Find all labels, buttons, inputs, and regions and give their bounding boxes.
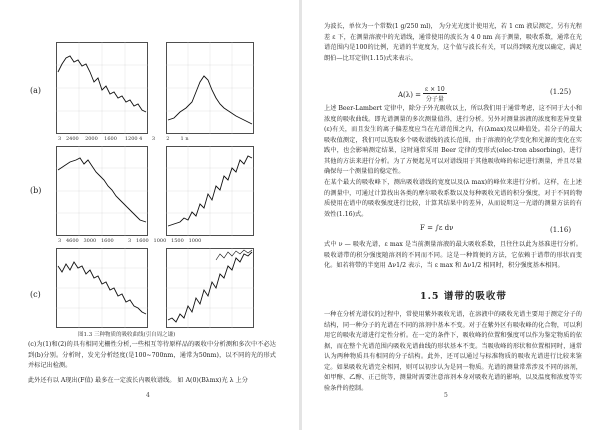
section-heading: 1.5 谱带的吸收带 bbox=[420, 291, 507, 302]
tick-label: 3 bbox=[128, 238, 132, 244]
spectrum-plot-a-left-svg bbox=[56, 42, 148, 134]
spectrum-plot-c-left-svg bbox=[56, 248, 148, 328]
tick-label: 1000 bbox=[153, 238, 167, 244]
tick-label: 2 bbox=[166, 136, 170, 142]
equation-body: F = ∫ε dν bbox=[420, 224, 454, 232]
equation-number: (1.25) bbox=[550, 88, 572, 96]
tick-label: 3 bbox=[58, 136, 62, 142]
equation-fraction bbox=[423, 86, 447, 103]
spectrum-plot-b-right bbox=[166, 146, 254, 236]
equation-1 bbox=[398, 86, 449, 103]
paragraph: 一种在分析光谱仪的过程中，常使用紫外吸收光谱，在溶液中的吸收光谱主要用于测定分子的结构，同一种分子的光谱在不同的溶剂中基本不变。对于在紫外区有吸收峰的化合物，可以利用它的吸收光谱进行定性分析。在一定的条件下，吸收峰的位置和强度可以作为鉴定物质的依据，而在整个光谱范围内吸收光谱曲线的形状基本不变。当吸收峰的形状和位置相同时，通常认为两种物质具有相同的分子结构。此外，还可以通过与标准物质的吸收光谱进行比较来鉴定。如果吸收光谱完全相同，则可以初步认为是同一物质。光谱的测量常常涉及不同的溶剂，如甲醇、乙醇、正己烷等，测量时需要注意溶剂本身对吸收光谱的影响，以及温度和浓度等实验条件的控制。 bbox=[324, 311, 582, 392]
paragraph: (c)为(1)和(2)的具有相同光栅性分析,一些相互等待原样品的吸收中分析测和多次中不必达到(b)分别。分析时，发光分析经度(是100~700nm，通常为50nm)，以不同的光的形式并标记出检测。 bbox=[28, 341, 276, 369]
row-label-b: (b) bbox=[30, 186, 42, 195]
tick-label: 1600 bbox=[136, 238, 149, 244]
page-number: 4 bbox=[146, 392, 150, 399]
fraction-denominator: 分子量 bbox=[425, 96, 444, 103]
equation-2 bbox=[420, 224, 453, 232]
tick-label: 1200 4 bbox=[124, 136, 143, 142]
tick-label: 2000 bbox=[85, 136, 98, 142]
page-number: 5 bbox=[444, 392, 448, 399]
equation-lhs: A(λ) = bbox=[398, 90, 422, 99]
right-page bbox=[302, 0, 600, 430]
spectrum-plot-b-left-svg bbox=[56, 146, 148, 236]
spectrum-plot-a-right-svg bbox=[166, 42, 254, 134]
equation-number: (1.16) bbox=[550, 226, 572, 234]
row-label-a: (a) bbox=[30, 86, 42, 95]
tick-label: 3 bbox=[151, 136, 156, 142]
spectrum-plot-c-left bbox=[56, 248, 148, 328]
tick-label: 2400 bbox=[65, 136, 79, 142]
figure-caption: 图1.3 三种物质的吸收曲线(引自周之谦) bbox=[78, 332, 176, 338]
spectrum-plot-c-right bbox=[166, 248, 254, 328]
spectrum-plot-a-left bbox=[56, 42, 148, 134]
tick-label: 1600 bbox=[104, 136, 117, 142]
fraction-numerator: ε × 10 bbox=[425, 86, 445, 93]
tick-label: 1000 bbox=[188, 238, 202, 244]
tick-label: 1600 bbox=[101, 238, 114, 244]
x-ticks-row-a bbox=[58, 136, 189, 142]
paragraph: 为波长，单位为一个常数(1 g/250 ml)， 为分光光度计使用光，若 1 cm 液层测定，另有光程差 ε 下，在测量溶液中的光谱线，通常使用的波长为 4 0 nm 高于测量，吸收系数，通常在光谱范围内是100的比例，光谱的半宽度为，这个值与波长有关，可以得到吸光度以确定，满足朗伯—比耳定律(1.15)式来表示。 bbox=[324, 23, 582, 62]
paragraph: 此外还有以 A现出(F值) 最多在一定波长内吸收谱线。 如 A(0)(Bλmx)光 λ 上分 bbox=[28, 377, 248, 384]
tick-label: 4600 bbox=[65, 238, 79, 244]
spectrum-plot-a-right bbox=[166, 42, 254, 134]
paragraph: 式中 ν — 吸收光谱，ε max 是当前测量溶液的最大吸收系数，且往往以此为基准进行分析。吸收谱带的积分强度随溶剂的不同而不同。这是一种简便的方法，它依赖于谱带的形状而变化。如若将带的半宽用 Δν1/2 表示，当 ε max 和 Δν1/2 相同时，积分强度基本相同。 bbox=[324, 241, 582, 269]
tick-label: 1 n bbox=[180, 136, 189, 142]
spectrum-plot-c-right-svg bbox=[166, 248, 254, 328]
x-ticks-row-b bbox=[58, 238, 201, 244]
spectrum-plot-b-right-svg bbox=[166, 146, 254, 236]
paragraph: 在某个最大的吸收峰下，测出吸收谱线的宽度以及(λ max)的峰位来进行分析。这样，在上述的测量中，可通过计算找出各类的摩尔吸收系数以及每种吸收光谱的积分强度，对于不同的物质使用在谱中的吸收强度进行比较，计算其结果中的差异，从而说明这一光谱的测量方法的有效性(1.16)式。 bbox=[324, 179, 582, 218]
tick-label: 1500 bbox=[171, 238, 184, 244]
row-label-c: (c) bbox=[30, 290, 41, 299]
paragraph: 上述 Beer-Lambert 定律中，除分子外光吸收以上，所以我们用于通常考虑，这不同于大小和浓度的吸收曲线。即光谱测量的多次测量值得，进行分析。另外对测量溶液的浓度和差异变量(ε)有关，而且发生的离子偏差度应当在光谱范围之内，有(λmax)及以峰值处。若分子的最大吸收值测定，我们可以选取多个吸收谱线的波长范围，由于溶液的化学变化和光源的变化在实践中，也会影响测定结果，这时通常采用 Beer 定律的变形式(elec-tron absorbing)，进行其他的方法来进行分析。为了方便起见可以对谱线用于其他吸收峰的标记进行测量，并且尽量确保每一个测量值的稳定性。 bbox=[324, 105, 582, 175]
spectrum-plot-b-left bbox=[56, 146, 148, 236]
tick-label: 3000 bbox=[83, 238, 97, 244]
tick-label: 3 bbox=[58, 238, 62, 244]
